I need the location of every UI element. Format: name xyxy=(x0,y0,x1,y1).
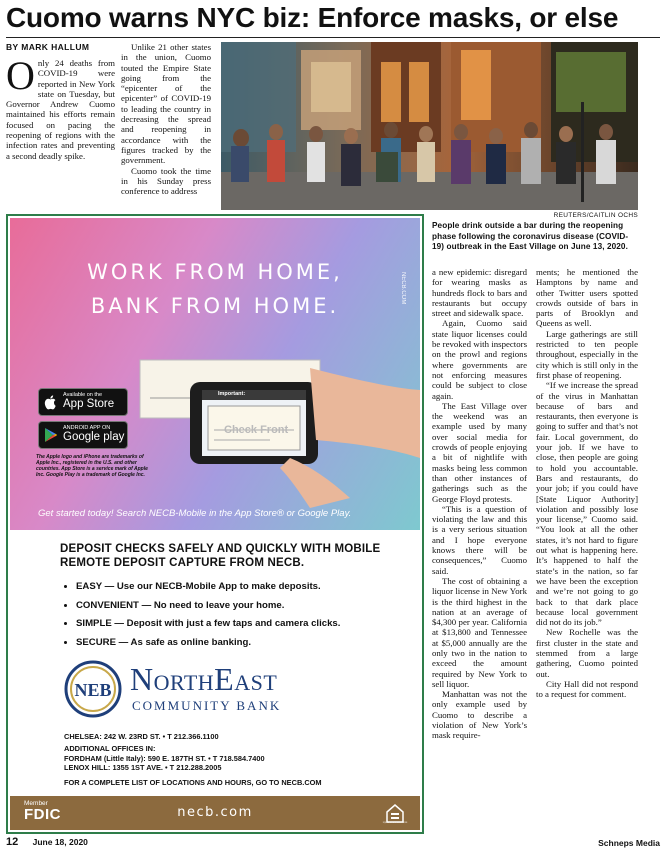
feature-item: • CONVENIENT — No need to leave your home. xyxy=(76,597,400,616)
paragraph: Again, Cuomo said state liquor licenses could be revoked with inspectors on the prowl and regions where governments are not enforcing measures could be subject to close again. xyxy=(432,318,527,401)
google-play-button[interactable] xyxy=(38,421,128,449)
google-play-icon xyxy=(44,427,58,443)
check-front-label: Check Front xyxy=(224,424,289,436)
necb-seal-icon xyxy=(64,660,124,718)
paragraph: ments; he mentioned the Hamptons by name and other Twitter users spotted crowds outside of bars in parts of Brooklyn and Queens as well. xyxy=(536,267,638,329)
app-store-button[interactable] xyxy=(38,388,128,416)
app-store-small: Available on the xyxy=(63,392,103,398)
ad-footer xyxy=(10,796,420,830)
fdic-member: Member xyxy=(24,800,48,807)
drop-cap: O xyxy=(6,53,35,98)
ad-hero xyxy=(10,218,420,530)
feature-list xyxy=(60,578,400,652)
equal-housing-text: EQUAL HOUSING LENDER xyxy=(382,822,408,824)
paragraph: nly 24 deaths from COVID-19 were reported in New York state on Tuesday, but Governor Andrew Cuomo maintained his efforts remain focused on pacing the reopening of regions with the infection rates and preventing a second deadly spike. xyxy=(6,58,115,161)
equal-housing-icon xyxy=(382,803,408,824)
fdic-label: FDIC xyxy=(24,806,61,823)
paragraph: New Rochelle was the first cluster in the state and stemmed from a large gathering, Cuomo pointed out. xyxy=(536,627,638,679)
headline: Cuomo warns NYC biz: Enforce masks, or else xyxy=(6,2,619,33)
ad-deposit-title-1: DEPOSIT CHECKS SAFELY AND QUICKLY WITH MOBILE xyxy=(60,543,381,555)
article-column-2 xyxy=(121,42,211,196)
article-column-4 xyxy=(536,267,638,699)
ad-headline-1: WORK FROM HOME, xyxy=(87,260,343,284)
bank-subtitle: COMMUNITY BANK xyxy=(132,698,282,713)
bank-advertisement xyxy=(6,214,424,834)
photo-caption: People drink outside a bar during the reopening phase following the coronavirus disease (COVID-19) outbreak in the East Village on June 13, 2020. xyxy=(432,221,629,252)
app-store-label: App Store xyxy=(63,398,115,410)
feature-item: • SIMPLE — Deposit with just a few taps and camera clicks. xyxy=(76,615,400,634)
bank-addresses xyxy=(64,732,404,787)
byline: BY MARK HALLUM xyxy=(6,42,90,52)
page-number: 12 xyxy=(6,836,19,848)
apple-icon xyxy=(44,394,58,410)
feature-item: • SECURE — As safe as online banking. xyxy=(76,634,400,653)
paragraph: “This is a question of violating the law and this is a very serious situation and I hope everyone knows there will be consequences,” Cuomo said. xyxy=(432,503,527,576)
paragraph: The East Village over the weekend was an example used by many over social media for crowds of people enjoying a bit of nightlife with masks being less common than other instances of gatherings such as the George Floyd protests. xyxy=(432,400,527,504)
paragraph: “If we increase the spread of the virus in Manhattan because of bars and restaurants, then everyone is going to suffer and that’s not fair. Local government, do your job. If we have to close, then people are going to hold you accountable. Bars and restaurants, do your job; if you could have [State Liquor Authority] violation and possibly lose your license,” Cuomo said. “You look at all the other states, it’s not hard to figure out what is happening here. It’s happened to half the state’s in the nation, so far we have been the exception and we’re not going to go back to that dark place because local government did not do its job.” xyxy=(536,380,638,628)
svg-text:NEB: NEB xyxy=(74,680,112,700)
paragraph: Cuomo took the time in his Sunday press conference to address xyxy=(121,165,211,197)
phone-check-illustration xyxy=(10,218,420,530)
fordham-address: FORDHAM (Little Italy): 590 E. 187TH ST. • T 718.584.7400 xyxy=(64,753,265,763)
photo-illustration xyxy=(221,42,638,210)
paragraph: Manhattan was not the only example used by Cuomo to describe a violation of New York’s mask require- xyxy=(432,689,527,741)
paragraph: a new epidemic: disregard for wearing masks as hundreds flock to bars and restaurants but occupy street and sidewalk space. xyxy=(432,267,527,319)
paragraph: City Hall did not respond to a request for comment. xyxy=(536,678,638,700)
bank-logo xyxy=(64,660,364,718)
additional-offices: ADDITIONAL OFFICES IN: xyxy=(64,744,156,754)
photo-credit: REUTERS/CAITLIN OCHS xyxy=(553,212,638,219)
google-play-small: ANDROID APP ON xyxy=(63,425,111,431)
page-footer xyxy=(6,836,660,848)
check-label: Important: xyxy=(218,391,246,397)
top-rule xyxy=(6,37,660,38)
ad-headline-2: BANK FROM HOME. xyxy=(90,294,340,318)
ad-vertical-url: NECB.COM xyxy=(400,272,406,305)
lenox-address: LENOX HILL: 1355 1ST AVE. • T 212.288.2005 xyxy=(64,763,222,773)
ad-features xyxy=(60,542,400,652)
ad-deposit-title-2: REMOTE DEPOSIT CAPTURE FROM NECB. xyxy=(60,557,305,569)
bank-name: NorthEast xyxy=(130,661,278,697)
feature-item: • EASY — Use our NECB-Mobile App to make deposits. xyxy=(76,578,400,597)
chelsea-address: CHELSEA: 242 W. 23RD ST. • T 212.366.1100 xyxy=(64,732,219,741)
paragraph: The cost of obtaining a liquor license in New York is the third highest in the nation at an average of $4,300 per year. California at $13,800 and Tennessee at $5,000 annually are the only two in the nation to exceed the amount required by New York to sell liquor. xyxy=(432,575,527,689)
publisher: Schneps Media xyxy=(598,838,660,848)
article-column-3 xyxy=(432,267,527,741)
article-column-1 xyxy=(6,53,115,161)
trademark-notice: The Apple logo and iPhone are trademarks of Apple Inc., registered in the U.S. and other countries. App Store is a service mark of Apple Inc. Google Play is a trademark of Google Inc. xyxy=(36,454,148,478)
google-play-label: Google play xyxy=(63,431,125,443)
paragraph: Large gatherings are still restricted to ten people throughout, especially in the city which is still only in the first phase of reopening. xyxy=(536,328,638,380)
ad-cta: Get started today! Search NECB-Mobile in the App Store® or Google Play. xyxy=(38,508,352,519)
paragraph: Unlike 21 other states in the union, Cuomo touted the Empire State going from the “epicenter of the epicenter” of COVID-19 to leading the country in decreasing the spread and reopening in accordance with the figures tracked by the government. xyxy=(121,42,211,166)
ad-url[interactable]: necb.com xyxy=(177,805,253,820)
street-photo xyxy=(221,42,638,210)
issue-date: June 18, 2020 xyxy=(32,837,88,847)
locations-note: FOR A COMPLETE LIST OF LOCATIONS AND HOURS, GO TO NECB.COM xyxy=(64,777,322,787)
